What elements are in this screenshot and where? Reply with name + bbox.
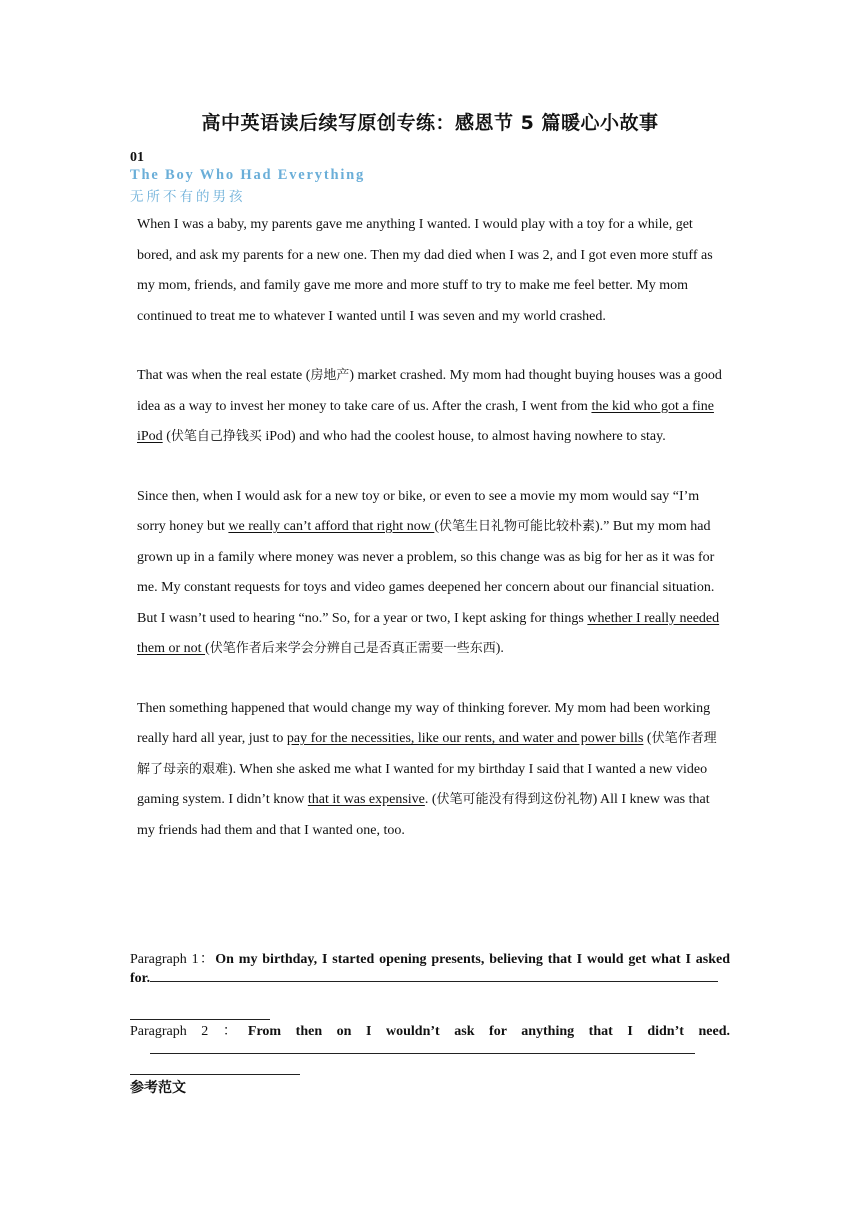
text-run: . (	[424, 792, 437, 807]
answer-blank-line[interactable]	[130, 1019, 270, 1020]
text-run: (	[162, 429, 171, 444]
answer-blank-line[interactable]	[150, 980, 718, 982]
underlined-phrase: pay for the necessities, like our rents, and water and power bills	[286, 731, 644, 746]
section-number: 01	[130, 150, 144, 165]
text-run: Since then, when I would ask for a new toy or bike, or even to see a movie my mom would say “I’m sorry honey but	[137, 488, 700, 534]
annotation-chinese: 伏笔可能没有得到这份礼物	[436, 792, 593, 807]
text-run: That was when the real estate (	[137, 368, 311, 383]
underlined-phrase: we really can’t afford that right now	[228, 519, 435, 534]
text-run: iPod) and who had the coolest house, to almost having nowhere to stay.	[261, 429, 666, 444]
prompt-lead: Paragraph 1：	[130, 952, 216, 967]
underlined-phrase: whether I really needed them or not	[137, 610, 720, 656]
text-run: (	[205, 641, 210, 656]
text-run: (	[643, 731, 652, 746]
text-run: ).” But my mom had grown up in a family where money was never a problem, so this change was as big for her as it was for me. My constant requests for toys and video games deepened her concern about our financial situation. But I wasn’t used to hearing “no.” So, for a year or two, I kept asking for things	[137, 519, 715, 626]
prompt-lead: Paragraph 2 ：	[130, 1024, 248, 1039]
story-paragraph-2	[137, 361, 727, 453]
text-run: ) All I knew was that my friends had them and that I wanted one, too.	[137, 792, 710, 838]
story-body	[137, 210, 727, 875]
annotation-chinese: 伏笔自己挣钱买	[170, 429, 262, 444]
annotation-chinese: 房地产	[310, 368, 350, 383]
text-run: ).	[495, 641, 504, 656]
continuation-prompt-1	[130, 951, 730, 988]
section-title-chinese: 无所不有的男孩	[130, 189, 246, 205]
story-paragraph-3	[137, 482, 727, 665]
annotation-chinese: 伏笔作者理解了母亲的艰难	[137, 731, 717, 777]
story-paragraph-1: When I was a baby, my parents gave me anything I wanted. I would play with a toy for a while, get bored, and ask my parents for a new one. Then my dad died when I was 2, and I got even more stuff as my mom, friends, and family gave me more and more stuff to try to make me feel better. My mom continued to treat me to whatever I wanted until I was seven and my world crashed.	[137, 217, 713, 324]
section-title-english: The Boy Who Had Everything	[130, 167, 366, 183]
underlined-phrase: the kid who got a fine iPod	[137, 398, 714, 444]
text-run: ). When she asked me what I wanted for my birthday I said that I wanted a new video gaming system. I didn’t know	[137, 761, 708, 807]
continuation-prompt-2	[130, 1023, 730, 1060]
text-run: Then something happened that would change my way of thinking forever. My mom had been working really hard all year, just to	[137, 700, 711, 746]
text-run: (	[434, 519, 439, 534]
answer-blank-line[interactable]	[150, 1052, 695, 1054]
underlined-phrase: that it was expensive	[307, 792, 425, 807]
story-paragraph-4	[137, 694, 727, 847]
answer-blank-line[interactable]	[130, 1074, 300, 1075]
prompt-text: On my birthday, I started opening presents, believing that I would get what I asked for.	[130, 952, 730, 986]
annotation-chinese: 伏笔生日礼物可能比较朴素	[438, 519, 595, 534]
text-run: ) market crashed. My mom had thought buying houses was a good idea as a way to invest her money to take care of us. After the crash, I went from	[137, 368, 722, 414]
document-title: 高中英语读后续写原创专练：感恩节 5 篇暖心小故事	[201, 112, 659, 134]
reference-heading: 参考范文	[130, 1080, 186, 1096]
annotation-chinese: 伏笔作者后来学会分辨自己是否真正需要一些东西	[209, 641, 496, 656]
prompt-text: From then on I wouldn’t ask for anything that I didn’t need.	[247, 1024, 730, 1039]
